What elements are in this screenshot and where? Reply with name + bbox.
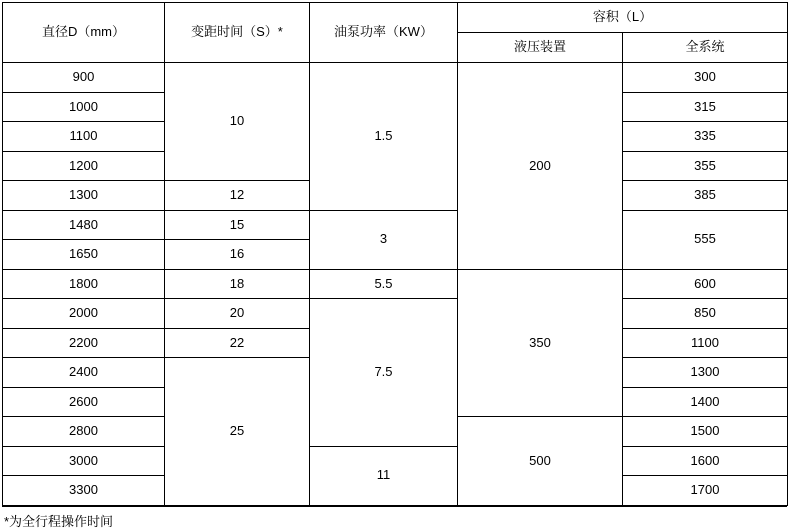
- cell-whole-system: 335: [623, 122, 788, 152]
- cell-whole-system: 1500: [623, 417, 788, 447]
- cell-whole-system: 1300: [623, 358, 788, 388]
- cell-whole-system: 385: [623, 181, 788, 211]
- cell-shift-time: 10: [165, 63, 310, 181]
- cell-shift-time: 22: [165, 328, 310, 358]
- cell-diameter: 1000: [3, 92, 165, 122]
- table-row: [3, 269, 788, 299]
- table-row: [3, 299, 788, 329]
- cell-whole-system: 850: [623, 299, 788, 329]
- cell-whole-system: 355: [623, 151, 788, 181]
- cell-whole-system: 1600: [623, 446, 788, 476]
- header-volume-group: 容积（L）: [458, 3, 788, 33]
- cell-hydraulic-unit: 500: [458, 417, 623, 506]
- cell-diameter: 2400: [3, 358, 165, 388]
- cell-whole-system: 1400: [623, 387, 788, 417]
- cell-whole-system: 555: [623, 210, 788, 269]
- cell-diameter: 3300: [3, 476, 165, 506]
- cell-whole-system: 300: [623, 63, 788, 93]
- table-header-row-1: [3, 3, 788, 33]
- cell-shift-time: 16: [165, 240, 310, 270]
- header-whole-system: 全系统: [623, 33, 788, 63]
- cell-diameter: 1100: [3, 122, 165, 152]
- table-row: [3, 446, 788, 476]
- cell-whole-system: 600: [623, 269, 788, 299]
- cell-diameter: 1200: [3, 151, 165, 181]
- cell-pump-power: 1.5: [310, 63, 458, 211]
- table-row: [3, 63, 788, 93]
- footnote-container: [2, 506, 787, 530]
- cell-diameter: 900: [3, 63, 165, 93]
- cell-hydraulic-unit: 350: [458, 269, 623, 417]
- specification-table: [2, 2, 788, 506]
- cell-diameter: 2000: [3, 299, 165, 329]
- cell-hydraulic-unit: 200: [458, 63, 623, 270]
- cell-diameter: 1800: [3, 269, 165, 299]
- cell-pump-power: 7.5: [310, 299, 458, 447]
- cell-shift-time: 15: [165, 210, 310, 240]
- header-shift-time: 变距时间（S）*: [165, 3, 310, 63]
- cell-whole-system: 1700: [623, 476, 788, 506]
- cell-diameter: 2800: [3, 417, 165, 447]
- cell-whole-system: 1100: [623, 328, 788, 358]
- cell-shift-time: 25: [165, 358, 310, 506]
- header-hydraulic-unit: 液压装置: [458, 33, 623, 63]
- cell-pump-power: 11: [310, 446, 458, 505]
- cell-whole-system: 315: [623, 92, 788, 122]
- cell-diameter: 1480: [3, 210, 165, 240]
- cell-diameter: 2200: [3, 328, 165, 358]
- cell-diameter: 2600: [3, 387, 165, 417]
- table-row: [3, 210, 788, 240]
- cell-shift-time: 20: [165, 299, 310, 329]
- cell-diameter: 1650: [3, 240, 165, 270]
- footnote-text: *为全行程操作时间: [4, 513, 114, 529]
- cell-pump-power: 5.5: [310, 269, 458, 299]
- cell-diameter: 1300: [3, 181, 165, 211]
- cell-shift-time: 12: [165, 181, 310, 211]
- cell-pump-power: 3: [310, 210, 458, 269]
- cell-shift-time: 18: [165, 269, 310, 299]
- cell-diameter: 3000: [3, 446, 165, 476]
- header-diameter: 直径D（mm）: [3, 3, 165, 63]
- table-header: [3, 3, 788, 63]
- header-pump-power: 油泵功率（KW）: [310, 3, 458, 63]
- table-body: [3, 63, 788, 506]
